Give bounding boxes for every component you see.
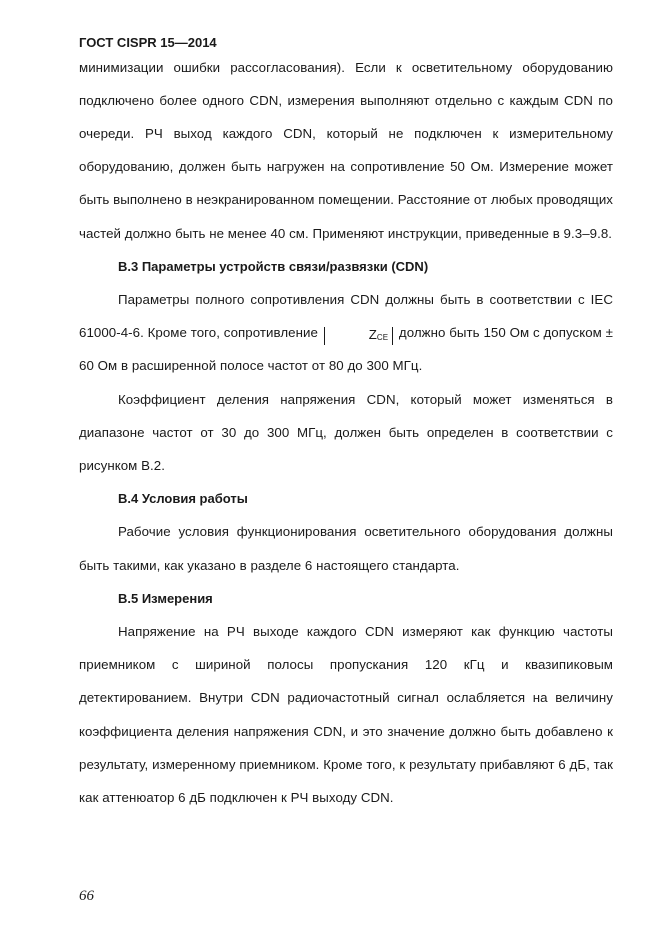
paragraph-measurements: Напряжение на РЧ выходе каждого CDN измеряют как функцию частоты приемником с шириной полосы пропускания 120 кГц и квазипиковым детектированием. Внутри CDN радиочастотный сигнал ослабляется на величину коэффициента деления напряжения CDN, и это значение должно быть добавлено к результату, измеренному приемником. Кроме того, к результату прибавляют 6 дБ, так как аттенюатор 6 дБ подключен к РЧ выходу CDN. <box>79 623 613 805</box>
document-header: ГОСТ CISPR 15—2014 <box>79 35 217 50</box>
paragraph-cdn-impedance-text-1: Параметры полного сопротивления CDN должны быть в соответствии с IEC 61000-4-6. Кроме того, сопротивление <box>79 291 613 341</box>
page-body <box>79 34 613 814</box>
impedance-symbol-z: Z <box>368 327 377 343</box>
page-number: 66 <box>79 888 94 904</box>
paragraph-measurement-continuation: минимизации ошибки рассогласования). Если к осветительному оборудованию подключено более одного CDN, измерения выполняют отдельно с каждым CDN по очереди. РЧ выход каждого CDN, который не подключен к измерительному оборудованию, должен быть нагружен на сопротивление 50 Ом. Измерение может быть выполнено в неэкранированном помещении. Расстояние от любых проводящих частей должно быть не менее 40 см. Применяют инструкции, приведенные в 9.3–9.8. <box>79 59 613 241</box>
section-heading-b3: В.3 Параметры устройств связи/развязки (CDN) <box>118 258 429 274</box>
paragraph-voltage-division: Коэффициент деления напряжения CDN, который может изменяться в диапазоне частот от 30 до 300 МГц, должен быть определен в соответствии с рисунком В.2. <box>79 391 613 473</box>
paragraph-cdn-impedance-text-2: должно быть 150 Ом с допуском ± 60 Ом в расширенной полосе частот от 80 до 300 МГц. <box>79 325 613 374</box>
section-heading-b5: В.5 Измерения <box>118 590 213 606</box>
impedance-symbol-subscript: CE <box>376 333 389 343</box>
paragraph-cdn-impedance <box>79 283 613 383</box>
section-heading-b4: В.4 Условия работы <box>118 491 248 507</box>
impedance-symbol <box>324 327 393 345</box>
paragraph-operating-conditions: Рабочие условия функционирования осветительного оборудования должны быть такими, как указано в разделе 6 настоящего стандарта. <box>79 524 613 573</box>
